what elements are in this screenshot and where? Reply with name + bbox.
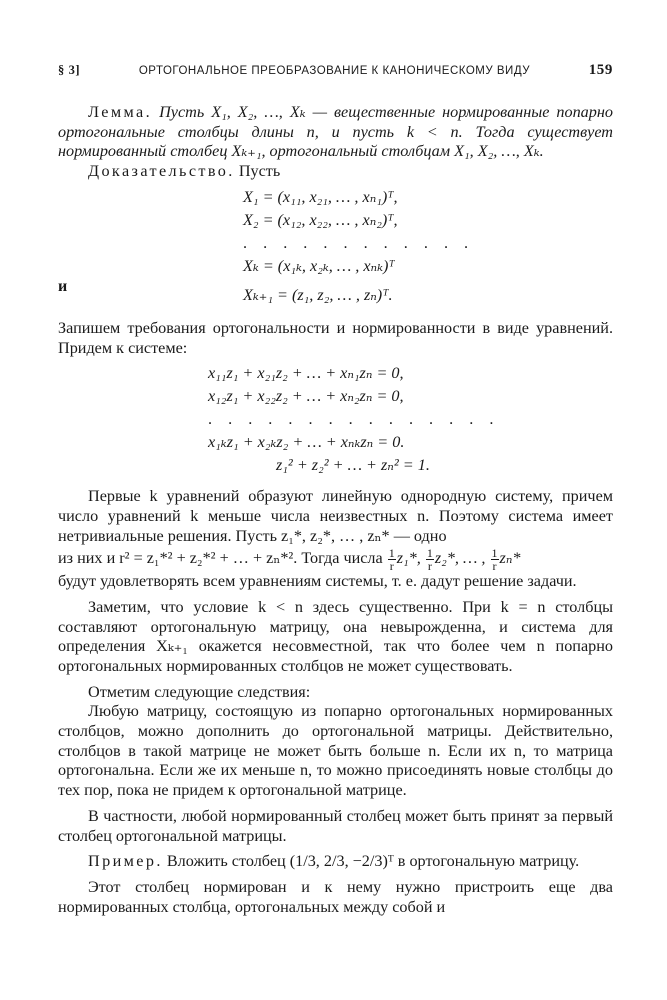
system-eq: x₁ₖz₁ + x₂ₖz₂ + … + xₙₖzₙ = 0.: [208, 433, 405, 452]
system-eq: x₁₁z₁ + x₂₁z₂ + … + xₙ₁zₙ = 0,: [208, 364, 404, 383]
vector-eq: Xₖ = (x₁ₖ, x₂ₖ, … , xₙₖ)ᵀ: [243, 256, 395, 275]
consequences-paragraph: Отметим следующие следствия:: [88, 682, 311, 701]
running-header: [58, 62, 613, 79]
system-intro-paragraph: Запишем требования ортогональности и нормированности в виде уравнений. Придем к системе:: [58, 318, 613, 357]
section-marker: § 3]: [58, 63, 81, 77]
fraction: $\frac{1}{r}$: [491, 546, 498, 574]
first-k-line3: будут удовлетворять всем уравнениям системы, т. е. дадут решение задачи.: [58, 572, 577, 591]
example-paragraph: [58, 852, 613, 872]
vector-eq: X₁ = (x₁₁, x₂₁, … , xₙ₁)ᵀ,: [243, 187, 398, 206]
example-label: Пример.: [88, 852, 163, 871]
first-k-line2-text: из них и r² = z₁*² + z₂*² + … + zₙ*². Тогда числа: [58, 549, 383, 568]
vector-definitions: [58, 186, 613, 307]
proof-text: Пусть: [238, 162, 281, 181]
chapter-title: ОРТОГОНАЛЬНОЕ ПРЕОБРАЗОВАНИЕ К КАНОНИЧЕСКОМУ ВИДУ: [138, 65, 531, 77]
fraction: $\frac{1}{r}$: [426, 546, 433, 574]
norm-eq: z₁² + z₂² + … + zₙ² = 1.: [276, 456, 430, 475]
lemma-text: Пусть X₁, X₂, …, Xₖ — вещественные нормированные попарно ортогональные столбцы длины n, и пусть k < n. Тогда существует нормированный столбец Xₖ₊₁, ортогональный столбцам X₁, X₂, …, Xₖ.: [58, 103, 613, 161]
book-page: [58, 62, 613, 917]
lemma-paragraph: [58, 103, 613, 162]
frac-term: z₂*, … ,: [434, 549, 486, 568]
any-matrix-paragraph: Любую матрицу, состоящую из попарно ортогональных нормированных столбцов, можно дополнить до ортогональной матрицы. Действительно, столбцов в такой матрице не может быть больше n. Если их n, то матрица ортогональна. Если же их меньше n, то можно присоединять новые столбцы до тех пор, пока не придем к ортогональной матрице.: [58, 702, 613, 800]
proof-paragraph: [58, 162, 613, 182]
frac-term: zₙ*: [499, 549, 521, 568]
frac-term: z₁*,: [396, 549, 421, 568]
system-eq: x₁₂z₁ + x₂₂z₂ + … + xₙ₂zₙ = 0,: [208, 387, 404, 406]
system-ellipsis: . . . . . . . . . . . . . . .: [208, 410, 500, 429]
next-vector-eq: Xₖ₊₁ = (z₁, z₂, … , zₙ)ᵀ.: [243, 285, 393, 304]
page-number: 159: [588, 62, 613, 78]
note-paragraph: Заметим, что условие k < n здесь существенно. При k = n столбцы составляют ортогональную матрицу, она невырожденна, и система для определения Xₖ₊₁ окажется несовместной, так что более чем n попарно ортогональных нормированных столбцов не может существовать.: [58, 597, 613, 675]
and-label: и: [58, 277, 68, 295]
lemma-label: Лемма.: [88, 103, 153, 121]
last-paragraph: Этот столбец нормирован и к нему нужно пристроить еще два нормированных столбца, ортогональных между собой и: [58, 877, 613, 916]
equation-system: [58, 362, 613, 477]
example-text: Вложить столбец (1/3, 2/3, −2/3)ᵀ в ортогональную матрицу.: [166, 852, 580, 871]
fraction: $\frac{1}{r}$: [388, 546, 395, 574]
vector-ellipsis: . . . . . . . . . . . .: [243, 233, 475, 252]
particular-paragraph: В частности, любой нормированный столбец может быть принят за первый столбец ортогональной матрицы.: [58, 806, 613, 845]
first-k-line2: [58, 546, 613, 572]
proof-label: Доказательство.: [88, 162, 235, 181]
vector-eq: X₂ = (x₁₂, x₂₂, … , xₙ₂)ᵀ,: [243, 210, 398, 229]
first-k-paragraph: Первые k уравнений образуют линейную однородную систему, причем число уравнений k меньше числа неизвестных n. Поэтому система имеет нетривиальные решения. Пусть z₁*, z₂*, … , zₙ* — одно: [58, 487, 613, 545]
